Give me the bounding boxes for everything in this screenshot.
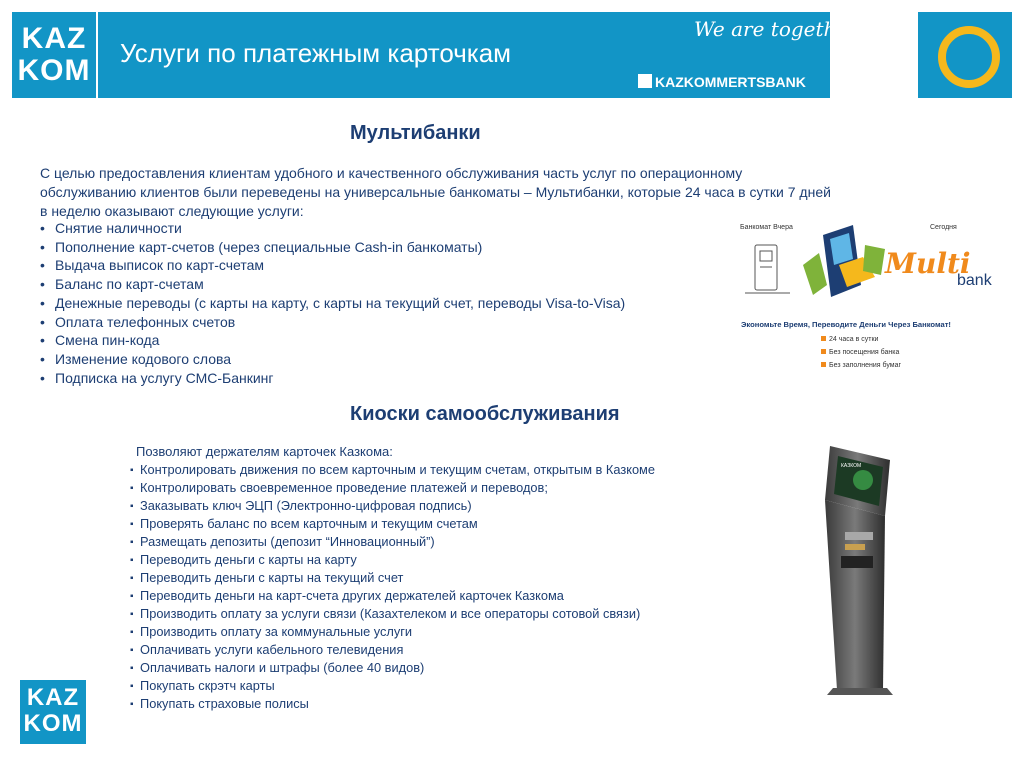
list-item: • Снятие наличности	[40, 219, 625, 238]
kiosk-screen-label: КАЗКОМ	[841, 463, 862, 469]
label-before: Банкомат Вчера	[740, 224, 793, 231]
kiosk-keypad	[841, 556, 873, 568]
list-item: ▪ Оплачивать услуги кабельного телевидения	[130, 641, 655, 659]
list-item: • Изменение кодового слова	[40, 350, 625, 369]
list-item: ▪ Переводить деньги с карты на текущий счет	[130, 569, 655, 587]
page-title: Услуги по платежным карточкам	[120, 38, 512, 68]
multibank-intro: С целью предоставления клиентам удобного и качественного обслуживания часть услуг по операционному обслуживанию клиентов были переведены на универсальные банкоматы – Мультибанки, которые 24 часа в сутки 7 дней в неделю оказывают следующие услуги:	[40, 165, 831, 219]
brand-multi: Multi	[885, 247, 971, 280]
list-item: ▪ Контролировать движения по всем карточным и текущим счетам, открытым в Казкоме	[130, 461, 655, 479]
list-item: ▪ Покупать страховые полисы	[130, 695, 655, 713]
kiosk-panel	[845, 532, 873, 540]
slogan: We are together	[694, 17, 858, 41]
list-item: ▪ Заказывать ключ ЭЦП (Электронно-цифровая подпись)	[130, 497, 655, 515]
kiosk-card-slot	[845, 544, 865, 550]
list-item: ▪ Размещать депозиты (депозит “Инновационный”)	[130, 533, 655, 551]
kiosks-heading: Киоски самообслуживания	[350, 403, 620, 425]
list-item: ▪ Проверять баланс по всем карточным и текущим счетам	[130, 515, 655, 533]
list-item: • Баланс по карт-счетам	[40, 275, 625, 294]
multibank-services-list	[40, 219, 625, 387]
kiosk-image	[805, 440, 915, 695]
list-item: • Пополнение карт-счетов (через специальные Cash-in банкоматы)	[40, 238, 625, 257]
kiosk-features-list	[130, 461, 655, 713]
brand-ring-block	[918, 12, 1012, 98]
ring-icon	[938, 26, 1000, 88]
bullet-icon	[821, 336, 826, 341]
list-item: • Денежные переводы (с карты на карту, с карты на текущий счет, переводы Visa-to-Visa)	[40, 294, 625, 313]
kazkom-logo	[12, 12, 98, 98]
list-item: ▪ Покупать скрэтч карты	[130, 677, 655, 695]
logo-line-1: KAZ	[26, 684, 80, 711]
list-item: ▪ Контролировать своевременное проведение платежей и переводов;	[130, 479, 655, 497]
multibank-atm-icon	[803, 225, 885, 297]
kiosks-intro: Позволяют держателям карточек Казкома:	[136, 444, 393, 459]
list-item: ▪ Переводить деньги на карт-счета других держателей карточек Казкома	[130, 587, 655, 605]
multibank-promo-image	[735, 215, 1010, 375]
list-item: ▪ Переводить деньги с карты на карту	[130, 551, 655, 569]
promo-point: 24 часа в сутки	[829, 336, 879, 343]
kazkom-logo-bottom	[20, 680, 86, 744]
logo-line-1: KAZ	[21, 22, 87, 55]
list-item: ▪ Оплачивать налоги и штрафы (более 40 видов)	[130, 659, 655, 677]
list-item: ▪ Производить оплату за коммунальные услуги	[130, 623, 655, 641]
label-after: Сегодня	[930, 224, 957, 231]
list-item: • Оплата телефонных счетов	[40, 313, 625, 332]
promo-slogan: Экономьте Время, Переводите Деньги Через Банкомат!	[741, 320, 951, 329]
brand-bank: bank	[957, 272, 992, 289]
bank-mark-icon	[638, 74, 652, 88]
promo-point: Без посещения банка	[829, 349, 900, 356]
multibank-heading: Мультибанки	[350, 122, 481, 144]
list-item: • Выдача выписок по карт-счетам	[40, 256, 625, 275]
list-item: ▪ Производить оплату за услуги связи (Казахтелеком и все операторы сотовой связи)	[130, 605, 655, 623]
bullet-icon	[821, 349, 826, 354]
list-item: • Смена пин-кода	[40, 331, 625, 350]
kiosk-body	[825, 500, 885, 690]
bullet-icon	[821, 362, 826, 367]
bank-name: KAZKOMMERTSBANK	[655, 74, 806, 90]
logo-line-2: KOM	[23, 710, 83, 737]
logo-line-2: KOM	[17, 54, 91, 87]
list-item: • Подписка на услугу СМС-Банкинг	[40, 369, 625, 388]
promo-point: Без заполнения бумаг	[829, 362, 902, 369]
old-atm-icon	[745, 245, 790, 293]
